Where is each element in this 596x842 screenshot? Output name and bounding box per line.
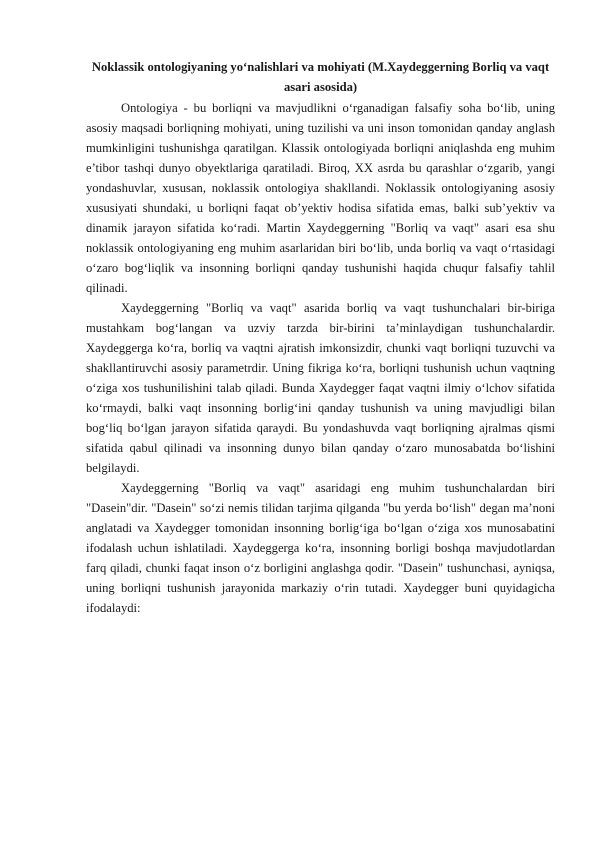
document-title: Noklassik ontologiyaning yo‘nalishlari va mohiyati (M.Xaydeggerning Borliq va vaqt asari asosida) — [91, 60, 550, 94]
paragraph-1: Ontologiya - bu borliqni va mavjudlikni o‘rganadigan falsafiy soha bo‘lib, uning asosiy maqsadi borliqning mohiyati, uning tuzilishi va uni inson tomonidan qanday anglash mumkinligini tushunishga qaratilgan. Klassik ontologiyada borliqni aniqlashda eng muhim e’tibor tashqi dunyo obyektlariga qaratiladi. Biroq, XX asrda bu qarashlar o‘zgarib, yangi yondashuvlar, xususan, noklassik ontologiya shakllandi. Noklassik ontologiyaning asosiy xususiyati shundaki, u borliqni faqat ob’yektiv hodisa sifatida emas, balki sub’yektiv va dinamik jarayon sifatida ko‘radi. Martin Xaydeggerning "Borliq va vaqt" asari esa shu noklassik ontologiyaning eng muhim asarlaridan biri bo‘lib, unda borliq va vaqt o‘rtasidagi o‘zaro bog‘liqlik va insonning borliqni qanday tushunishi haqida chuqur falsafiy tahlil qilinadi. — [86, 101, 555, 295]
document-page — [86, 57, 555, 618]
paragraph-3: Xaydeggerning "Borliq va vaqt" asaridagi eng muhim tushunchalardan biri "Dasein"dir. "Dasein" so‘zi nemis tilidan tarjima qilganda "bu yerda bo‘lish" degan ma’noni anglatadi va Xaydegger tomonidan insonning borlig‘iga bo‘lgan o‘ziga xos munosabatini ifodalash uchun ishlatiladi. Xaydeggerga ko‘ra, insonning borligi boshqa mavjudotlardan farq qiladi, chunki faqat inson o‘z borligini anglashga qodir. "Dasein" tushunchasi, ayniqsa, uning borliqni tushunish jarayonida markaziy o‘rin tutadi. Xaydegger buni quyidagicha ifodalaydi: — [86, 481, 555, 615]
paragraph-2: Xaydeggerning "Borliq va vaqt" asarida borliq va vaqt tushunchalari bir-biriga mustahkam bog‘langan va uzviy tarzda bir-birini ta’minlaydigan tushunchalardir. Xaydeggerga ko‘ra, borliq va vaqtni ajratish imkonsizdir, chunki vaqt borliqni tuzuvchi va shakllantiruvchi asosiy parametrdir. Uning fikriga ko‘ra, borliqni tushunish uchun vaqtning o‘ziga xos tushunilishini talab qiladi. Bunda Xaydegger faqat vaqtni ilmiy o‘lchov sifatida ko‘rmaydi, balki vaqt insonning borlig‘ini qanday tushunish va uning mavjudligi bilan bog‘liq bo‘lgan jarayon sifatida qaraydi. Bu yondashuvda vaqt borliqning ajralmas qismi sifatida qabul qilinadi va insonning dunyo bilan qanday o‘zaro munosabatda bo‘lishini belgilaydi. — [86, 301, 555, 475]
